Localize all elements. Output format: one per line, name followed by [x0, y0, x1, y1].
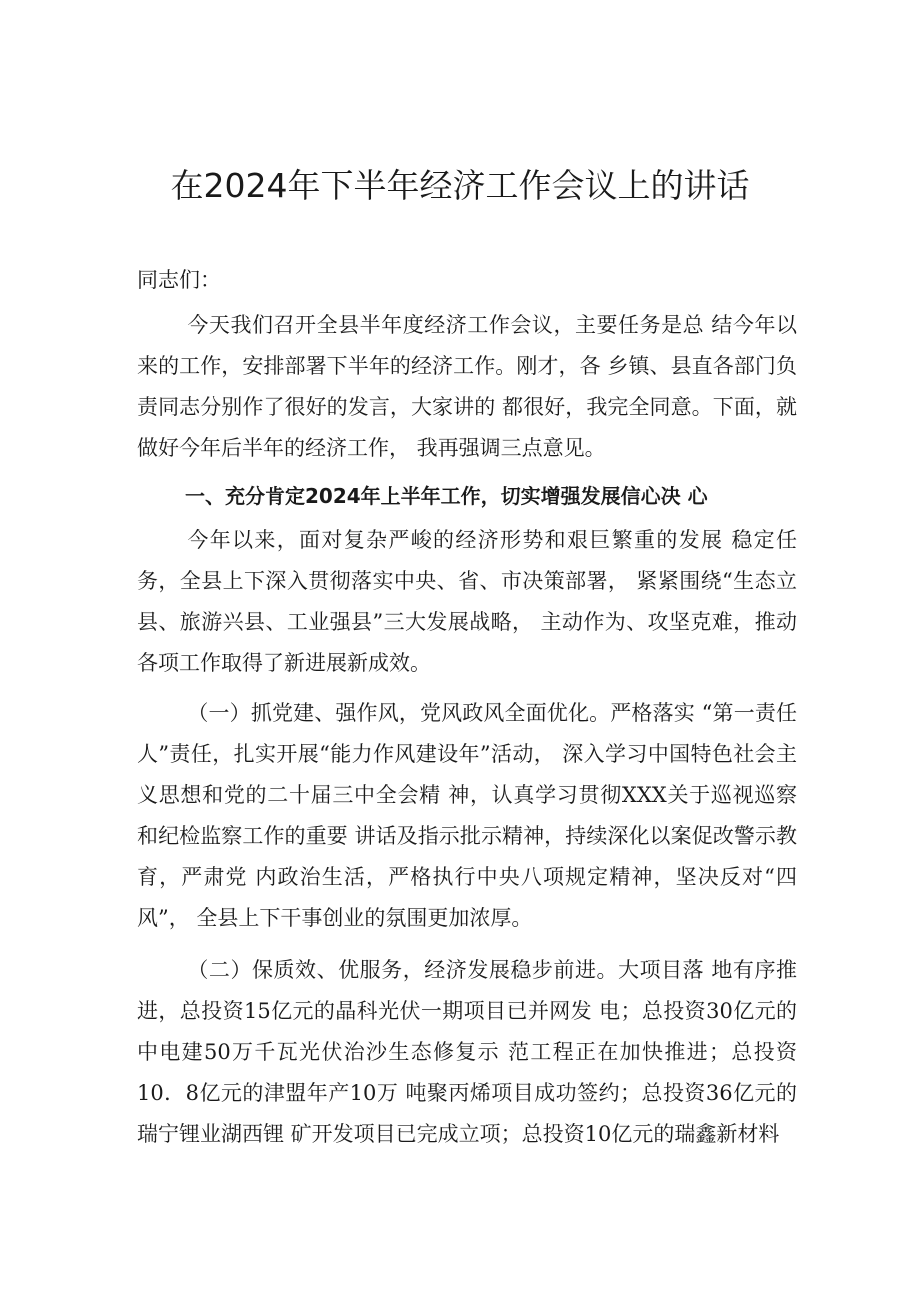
greeting: 同志们：: [137, 268, 221, 292]
paragraph-overview: 今年以来，面对复杂严峻的经济形势和艰巨繁重的发展 稳定任务，全县上下深入贯彻落实中央、省、市决策部署， 紧紧围绕“生态立县、旅游兴县、工业强县”三大发展战略， 主动作为、攻坚克难，推动各项工作取得了新进展新成效。: [137, 528, 797, 675]
paragraph-party-building: （一）抓党建、强作风，党风政风全面优化。严格落实 “第一责任人”责任，扎实开展“能力作风建设年”活动， 深入学习中国特色社会主义思想和党的二十届三中全会精 神，认真学习贯彻XXX关于巡视巡察和纪检监察工作的重要 讲话及指示批示精神，持续深化以案促改警示教育，严肃党 内政治生活，严格执行中央八项规定精神，坚决反对“四风”， 全县上下干事创业的氛围更加浓厚。: [137, 701, 797, 930]
paragraph-intro: 今天我们召开全县半年度经济工作会议，主要任务是总 结今年以来的工作，安排部署下半年的经济工作。刚才，各 乡镇、县直各部门负责同志分别作了很好的发言，大家讲的 都很好，我完全同意。下面，就做好今年后半年的经济工作， 我再强调三点意见。: [137, 313, 797, 460]
section-heading: 一、充分肯定2024年上半年工作，切实增强发展信心决 心: [185, 484, 708, 508]
paragraph-economy: （二）保质效、优服务，经济发展稳步前进。大项目落 地有序推进，总投资15亿元的晶科光伏一期项目已并网发 电；总投资30亿元的中电建50万千瓦光伏治沙生态修复示 范工程正在加快推进；总投资10．8亿元的津盟年产10万 吨聚丙烯项目成功签约；总投资36亿元的瑞宁锂业湖西锂 矿开发项目已完成立项；总投资10亿元的瑞鑫新材料: [137, 958, 797, 1146]
page-title: 在2024年下半年经济工作会议上的讲话: [170, 166, 750, 205]
